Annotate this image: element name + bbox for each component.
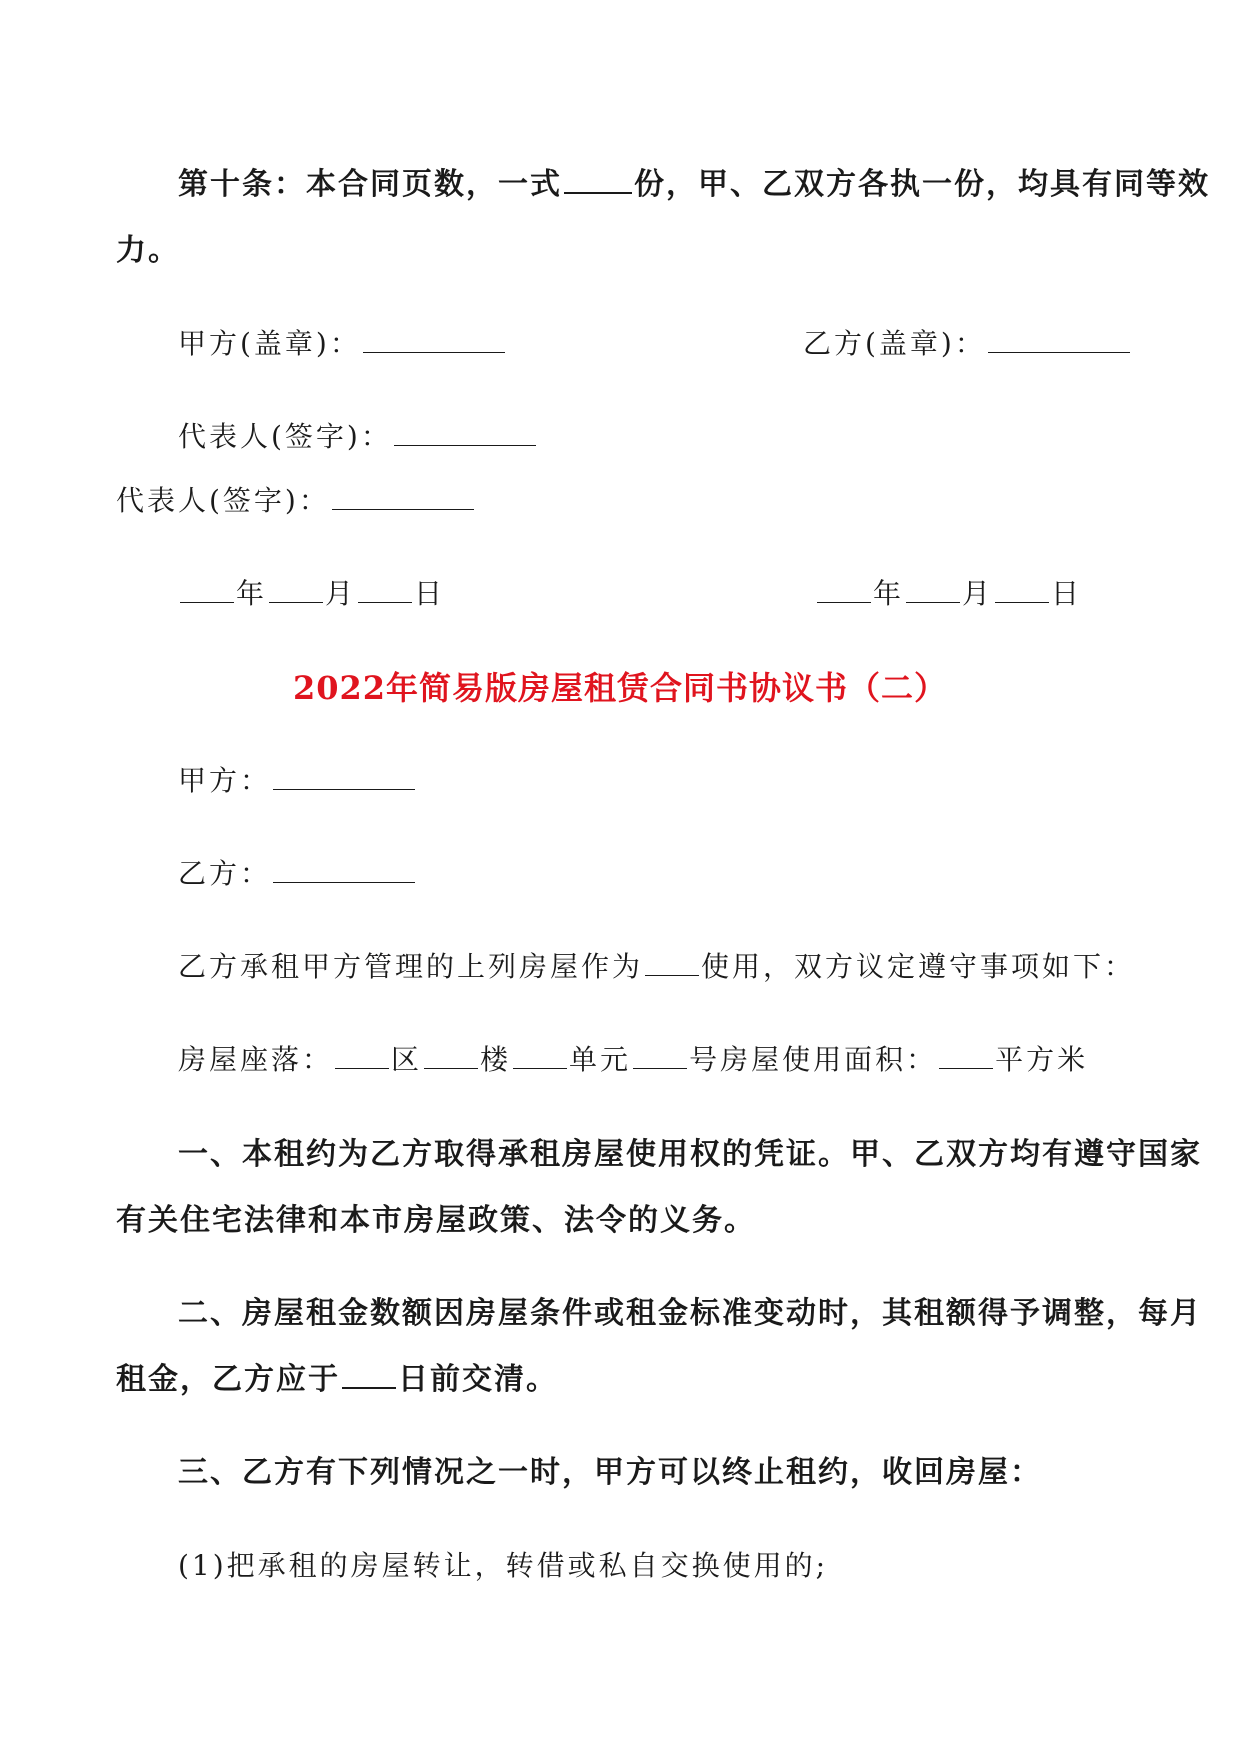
date-row-a: [178, 577, 446, 610]
unit-blank[interactable]: [513, 1067, 567, 1069]
clause1-line2: 有关住宅法律和本市房屋政策、法令的义务。: [116, 1203, 756, 1238]
rep-sign-label-2: 代表人(签字)：: [116, 484, 330, 517]
party-a-row: [178, 764, 417, 797]
date-a-year-label: 年: [236, 577, 268, 610]
date-b-day-label: 日: [1051, 577, 1083, 610]
date-a-month-blank[interactable]: [269, 601, 323, 603]
number-blank[interactable]: [633, 1067, 687, 1069]
party-a-seal-label: 甲方(盖章)：: [178, 327, 361, 360]
date-a-year-blank[interactable]: [180, 601, 234, 603]
party-a-seal-row: [178, 327, 507, 360]
usage-blank[interactable]: [645, 974, 699, 976]
number-area-label: 号房屋使用面积：: [689, 1043, 938, 1076]
intro-row: [178, 950, 1136, 983]
article10-text-part2: 份，甲、乙双方各执一份，均具有同等效: [634, 167, 1210, 202]
party-a-label: 甲方：: [178, 764, 272, 797]
copies-blank[interactable]: [564, 191, 632, 194]
building-label: 楼: [480, 1043, 512, 1076]
rep-sign-row-1: [178, 420, 538, 453]
district-blank[interactable]: [335, 1067, 389, 1069]
article10-line1: [178, 167, 1210, 202]
unit-label: 单元: [569, 1043, 632, 1076]
location-label: 房屋座落：: [178, 1043, 334, 1076]
clause3-line1: 三、乙方有下列情况之一时，甲方可以终止租约，收回房屋：: [178, 1455, 1042, 1490]
district-label: 区: [391, 1043, 423, 1076]
clause2-line2b: 日前交清。: [398, 1362, 558, 1397]
party-a-seal-blank[interactable]: [363, 351, 505, 353]
party-a-blank[interactable]: [273, 788, 415, 790]
date-b-year-label: 年: [873, 577, 905, 610]
party-b-seal-blank[interactable]: [988, 351, 1130, 353]
party-b-seal-row: [803, 327, 1132, 360]
date-a-day-label: 日: [414, 577, 446, 610]
party-b-seal-label: 乙方(盖章)：: [803, 327, 986, 360]
rep-sign-row-2: [116, 484, 476, 517]
date-b-month-blank[interactable]: [906, 601, 960, 603]
date-row-b: [815, 577, 1083, 610]
party-b-blank[interactable]: [273, 881, 415, 883]
date-b-month-label: 月: [962, 577, 994, 610]
rep-sign-blank-2[interactable]: [332, 508, 474, 510]
rep-sign-label-1: 代表人(签字)：: [178, 420, 392, 453]
location-row: [178, 1043, 1089, 1076]
date-a-day-blank[interactable]: [358, 601, 412, 603]
intro-part1: 乙方承租甲方管理的上列房屋作为: [178, 950, 644, 983]
document-title: 2022年简易版房屋租赁合同书协议书（二）: [292, 669, 948, 707]
building-blank[interactable]: [424, 1067, 478, 1069]
payment-day-blank[interactable]: [342, 1386, 396, 1389]
clause2-line2: [116, 1362, 558, 1397]
date-a-month-label: 月: [325, 577, 357, 610]
date-b-year-blank[interactable]: [817, 601, 871, 603]
rep-sign-blank-1[interactable]: [394, 444, 536, 446]
area-blank[interactable]: [939, 1067, 993, 1069]
clause1-line1: 一、本租约为乙方取得承租房屋使用权的凭证。甲、乙双方均有遵守国家: [178, 1137, 1202, 1172]
party-b-row: [178, 857, 417, 890]
intro-part2: 使用，双方议定遵守事项如下：: [701, 950, 1136, 983]
item1-line: (1)把承租的房屋转让，转借或私自交换使用的;: [178, 1549, 829, 1582]
sqm-label: 平方米: [995, 1043, 1089, 1076]
article10-line2: 力。: [116, 233, 180, 268]
clause2-line2a: 租金，乙方应于: [116, 1362, 340, 1397]
clause2-line1: 二、房屋租金数额因房屋条件或租金标准变动时，其租额得予调整，每月: [178, 1296, 1202, 1331]
date-b-day-blank[interactable]: [995, 601, 1049, 603]
party-b-label: 乙方：: [178, 857, 272, 890]
article10-text-part1: 第十条：本合同页数，一式: [178, 167, 562, 202]
